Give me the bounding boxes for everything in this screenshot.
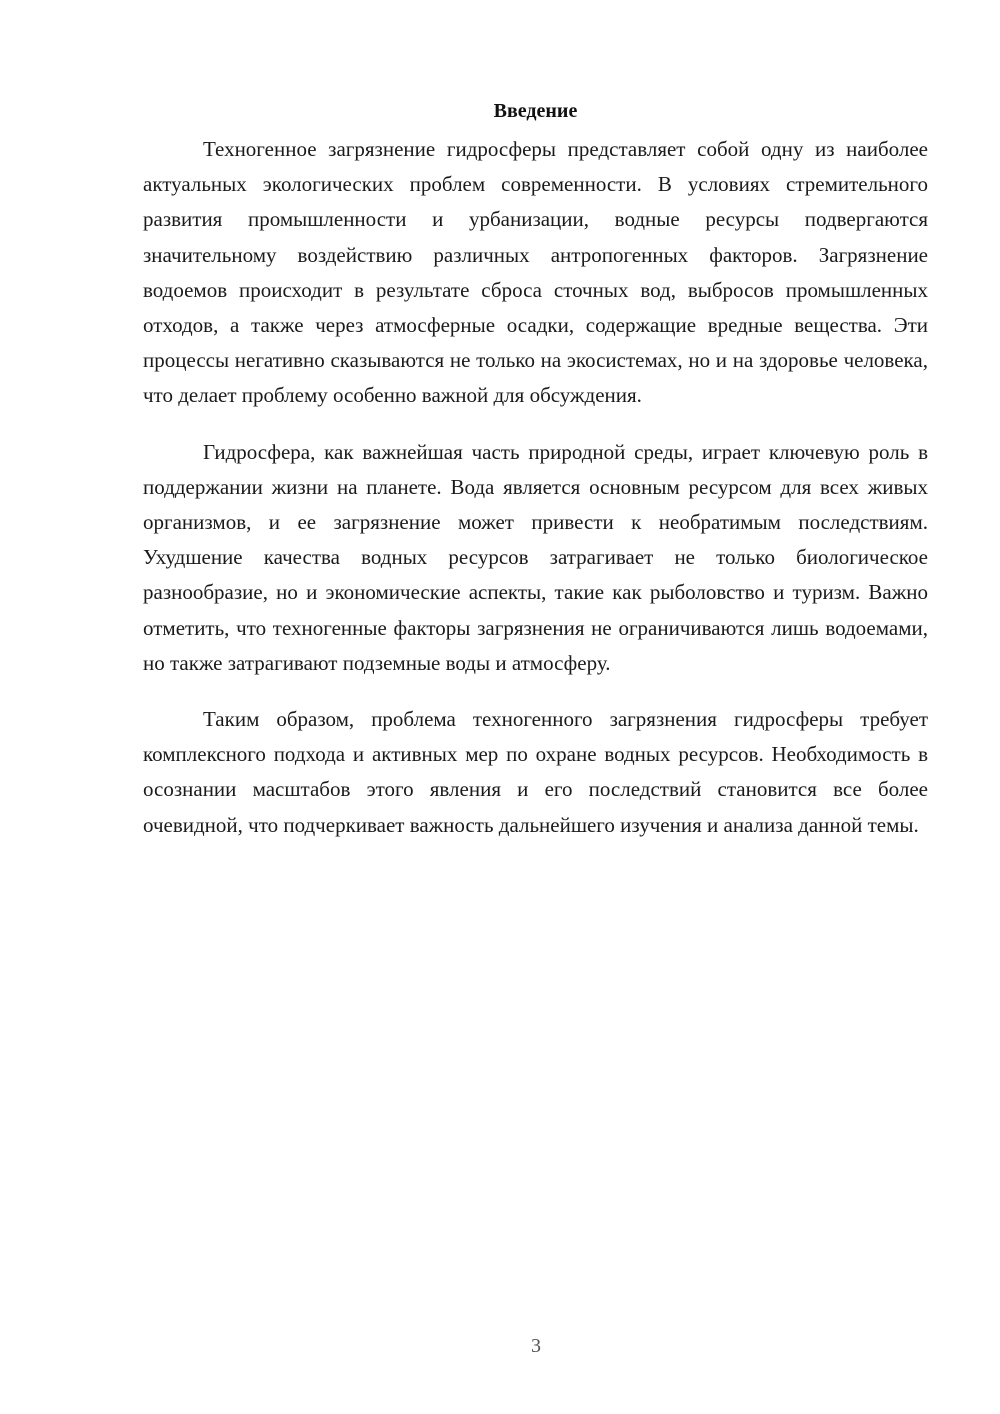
paragraph-3: Таким образом, проблема техногенного загрязнения гидросферы требует комплексного подхода и активных мер по охране водных ресурсов. Необходимость в осознании масштабов этого явления и его последствий становится все более очевидной, что подчеркивает важность дальнейшего изучения и анализа данной темы. [143, 707, 928, 837]
paragraph-2: Гидросфера, как важнейшая часть природной среды, играет ключевую роль в поддержании жизни на планете. Вода является основным ресурсом для всех живых организмов, и ее загрязнение может привести к необратимым последствиям. Ухудшение качества водных ресурсов затрагивает не только биологическое разнообразие, но и экономические аспекты, такие как рыболовство и туризм. Важно отметить, что техногенные факторы загрязнения не ограничиваются лишь водоемами, но также затрагивают подземные воды и атмосферу. [143, 439, 928, 675]
section-heading: Введение [493, 100, 578, 122]
document-body [143, 96, 928, 864]
paragraph-1: Техногенное загрязнение гидросферы представляет собой одну из наиболее актуальных экологических проблем современности. В условиях стремительного развития промышленности и урбанизации, водные ресурсы подвергаются значительному воздействию различных антропогенных факторов. Загрязнение водоемов происходит в результате сброса сточных вод, выбросов промышленных отходов, а также через атмосферные осадки, содержащие вредные вещества. Эти процессы негативно сказываются не только на экосистемах, но и на здоровье человека, что делает проблему особенно важной для обсуждения. [143, 137, 928, 408]
page-number: 3 [531, 1335, 541, 1357]
